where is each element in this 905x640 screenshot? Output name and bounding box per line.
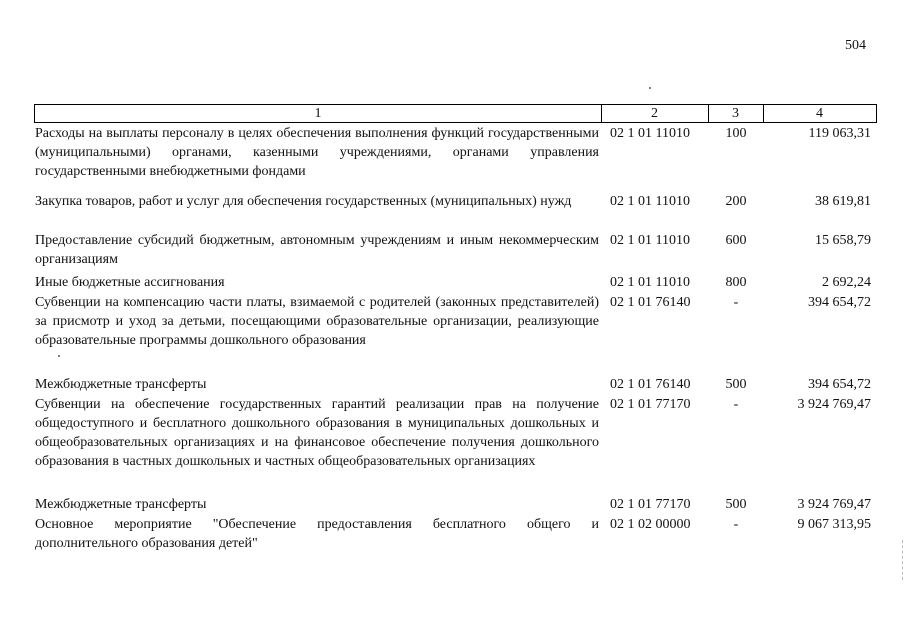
row-type: 100	[725, 126, 747, 141]
row-amount: 3 924 769,47	[797, 497, 871, 512]
row-amount: 394 654,72	[808, 295, 871, 310]
row-amount: 2 692,24	[822, 275, 871, 290]
header-col-1: 1	[34, 104, 602, 123]
row-type: -	[733, 517, 739, 532]
row-amount: 38 619,81	[815, 194, 871, 209]
row-description: Субвенции на обеспечение государственных гарантий реализации прав на получение общедоступного и бесплатного дошкольного образования в муниципальных дошкольных и общеобразовательных организациях и на финансовое обеспечение получения дошкольного образования в частных дошкольных и частных общеобразовательных организациях	[35, 397, 599, 469]
row-type: 600	[725, 233, 747, 248]
row-amount: 119 063,31	[808, 126, 871, 141]
header-col-3: 3	[708, 104, 764, 123]
page-number: 504	[845, 38, 866, 53]
row-amount: 3 924 769,47	[797, 397, 871, 412]
row-description: Закупка товаров, работ и услуг для обеспечения государственных (муниципальных) нужд	[35, 194, 572, 209]
row-amount: 9 067 313,95	[797, 517, 871, 532]
row-code: 02 1 01 11010	[610, 275, 690, 290]
row-code: 02 1 01 77170	[610, 497, 691, 512]
row-code: 02 1 01 76140	[610, 377, 691, 392]
row-code: 02 1 01 77170	[610, 397, 691, 412]
row-type: 800	[725, 275, 747, 290]
row-code: 02 1 01 11010	[610, 194, 690, 209]
row-type: 200	[725, 194, 747, 209]
row-type: -	[733, 397, 739, 412]
row-description: Межбюджетные трансферты	[35, 377, 207, 392]
row-type: 500	[725, 377, 747, 392]
row-type: 500	[725, 497, 747, 512]
row-type: -	[733, 295, 739, 310]
row-code: 02 1 02 00000	[610, 517, 691, 532]
row-code: 02 1 01 11010	[610, 126, 690, 141]
header-col-4: 4	[763, 104, 877, 123]
margin-scan-marks	[902, 540, 904, 580]
row-amount: 15 658,79	[815, 233, 871, 248]
stray-mark	[649, 87, 651, 89]
stray-mark	[58, 355, 60, 357]
row-description: Предоставление субсидий бюджетным, автономным учреждениям и иным некоммерческим организациям	[35, 233, 599, 267]
row-code: 02 1 01 11010	[610, 233, 690, 248]
row-description: Основное мероприятие "Обеспечение предоставления бесплатного общего и дополнительного образования детей"	[35, 517, 599, 551]
row-description: Иные бюджетные ассигнования	[35, 275, 225, 290]
row-description: Субвенции на компенсацию части платы, взимаемой с родителей (законных представителей) за присмотр и уход за детьми, посещающими образовательные организации, реализующие образовательные программы дошкольного образования	[35, 295, 599, 348]
row-amount: 394 654,72	[808, 377, 871, 392]
header-col-2: 2	[601, 104, 709, 123]
row-description: Расходы на выплаты персоналу в целях обеспечения выполнения функций государственными (муниципальными) органами, казенными учреждениями, органами управления государственными внебюджетными фондами	[35, 126, 599, 179]
row-code: 02 1 01 76140	[610, 295, 691, 310]
row-description: Межбюджетные трансферты	[35, 497, 207, 512]
